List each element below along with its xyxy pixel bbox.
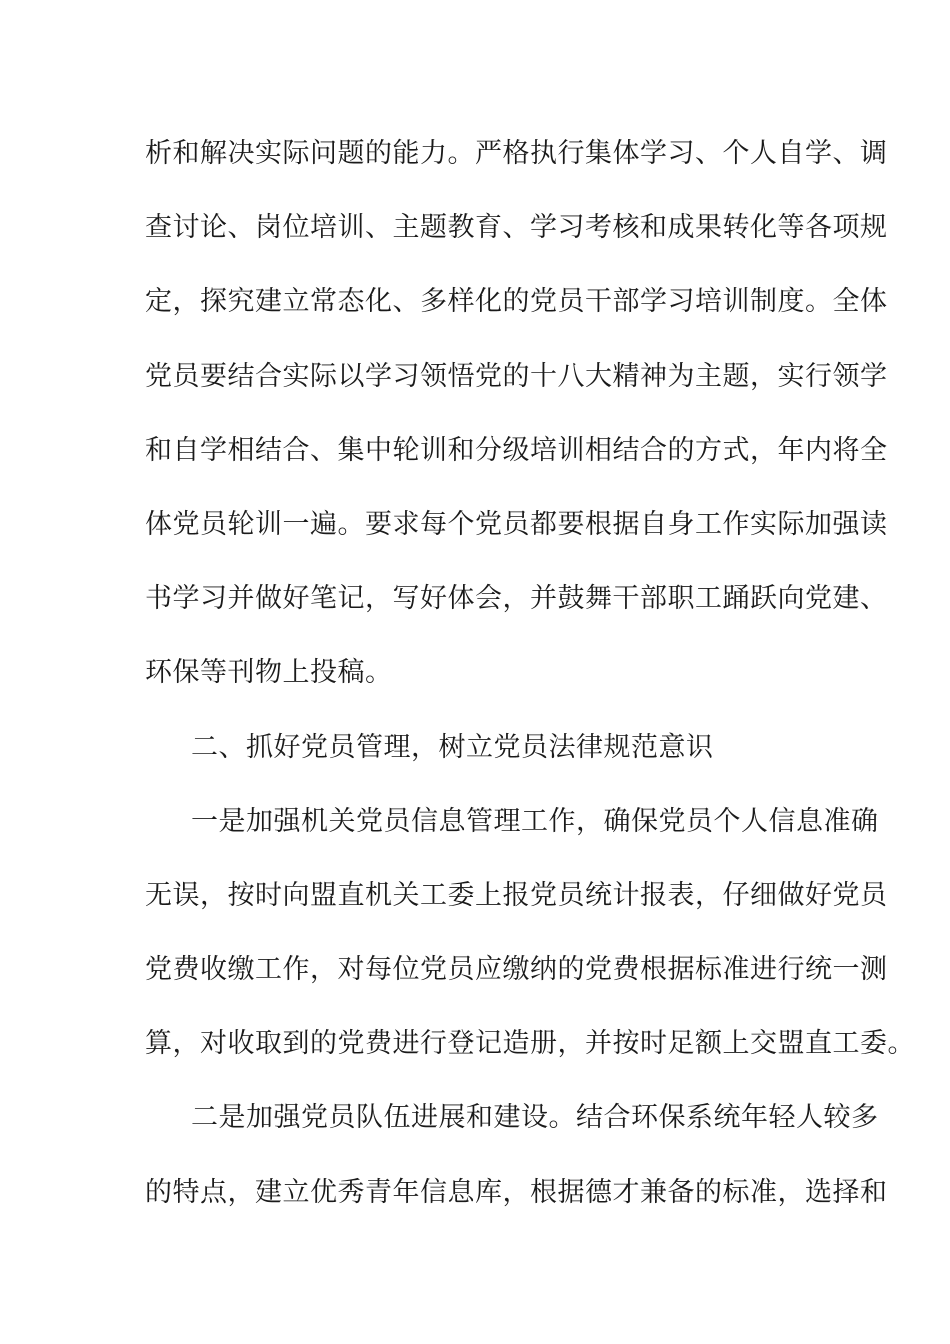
document-body [145,127,915,1240]
text-line: 析和解决实际问题的能力。严格执行集体学习、个人自学、调 [145,138,888,169]
paragraph-start-line: 一是加强机关党员信息管理工作，确保党员个人信息准确 [191,805,879,837]
text-line: 查讨论、岗位培训、主题教育、学习考核和成果转化等各项规 [145,212,888,244]
text-line: 和自学相结合、集中轮训和分级培训相结合的方式，年内将全 [145,434,888,466]
paragraph-start-line: 二是加强党员队伍进展和建设。结合环保系统年轻人较多 [191,1102,879,1134]
section-heading: 二、抓好党员管理，树立党员法律规范意识 [191,731,714,763]
text-line: 的特点，建立优秀青年信息库，根据德才兼备的标准，选择和 [145,1176,888,1208]
text-line: 书学习并做好笔记，写好体会，并鼓舞干部职工踊跃向党建、 [145,583,888,615]
text-line: 党费收缴工作，对每位党员应缴纳的党费根据标准进行统一测 [145,954,888,986]
text-line: 党员要结合实际以学习领悟党的十八大精神为主题，实行领学 [145,360,888,392]
text-line: 算，对收取到的党费进行登记造册，并按时足额上交盟直工委。 [145,1028,915,1060]
text-line: 定，探究建立常态化、多样化的党员干部学习培训制度。全体 [145,286,888,318]
text-line: 体党员轮训一遍。要求每个党员都要根据自身工作实际加强读 [145,508,888,540]
text-line: 无误，按时向盟直机关工委上报党员统计报表，仔细做好党员 [145,879,888,911]
text-line: 环保等刊物上投稿。 [145,657,393,689]
